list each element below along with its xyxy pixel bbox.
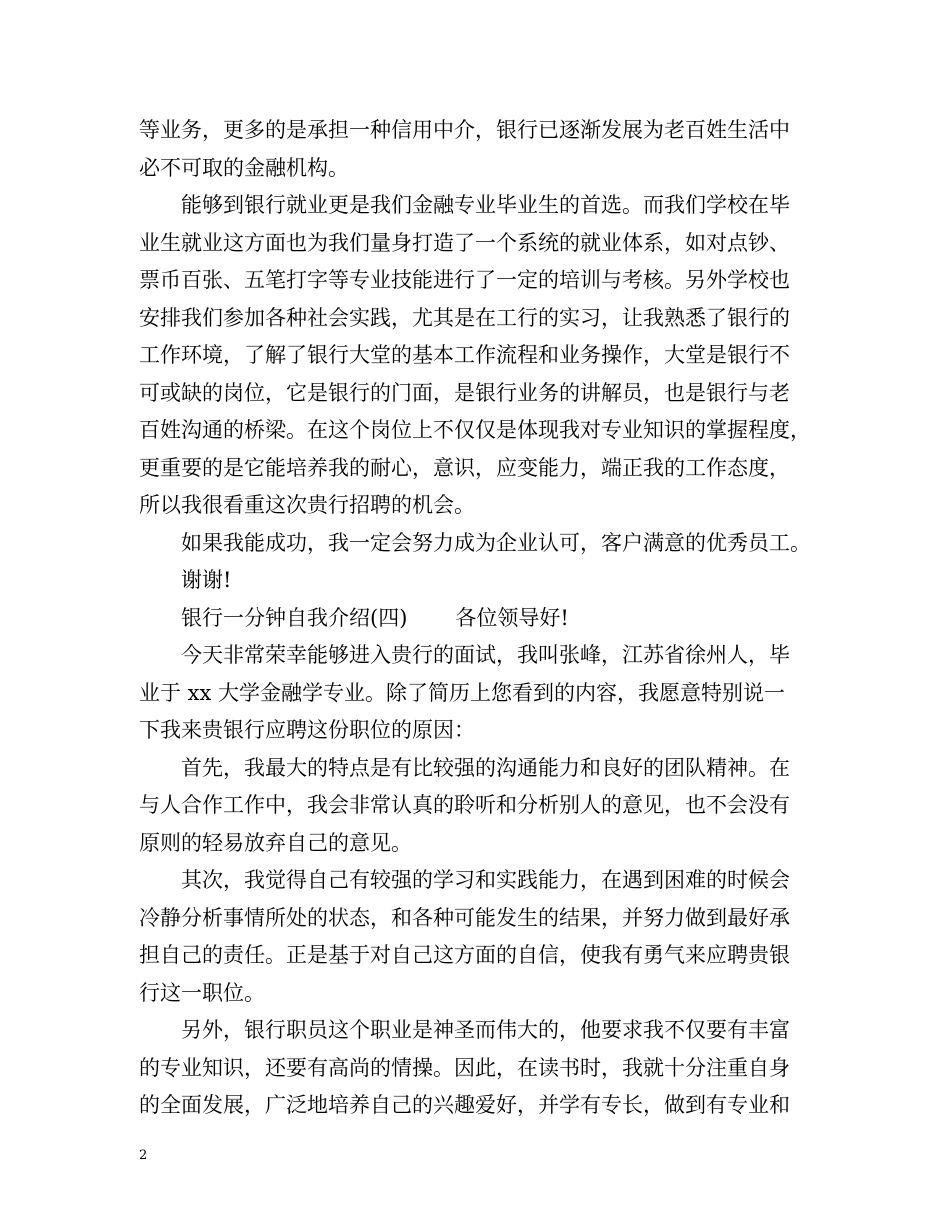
text-line: 工作环境，了解了银行大堂的基本工作流程和业务操作，大堂是银行不 [139,343,790,367]
text-line: 担自己的责任。正是基于对自己这方面的自信，使我有勇气来应聘贵银 [139,943,790,967]
text-line: 可或缺的岗位，它是银行的门面，是银行业务的讲解员，也是银行与老 [139,380,790,405]
text-line: 下我来贵银行应聘这份职位的原因： [139,718,475,742]
text-line: 业于 xx 大学金融学专业。除了简历上您看到的内容，我愿意特别说一 [139,680,786,705]
text-line: 等业务，更多的是承担一种信用中介，银行已逐渐发展为老百姓生活中 [139,118,790,142]
text-line: 安排我们参加各种社会实践，尤其是在工行的实习，让我熟悉了银行的 [139,305,790,330]
text-line: 与人合作工作中，我会非常认真的聆听和分析别人的意见，也不会没有 [139,793,790,817]
text-line: 其次，我觉得自己有较强的学习和实践能力，在遇到困难的时候会 [181,868,790,892]
text-line: 票币百张、五笔打字等专业技能进行了一定的培训与考核。另外学校也 [139,268,790,292]
text-line: 行这一职位。 [139,980,265,1005]
text-line: 更重要的是它能培养我的耐心，意识，应变能力，端正我的工作态度， [139,455,790,480]
text-line: 所以我很看重这次贵行招聘的机会。 [139,493,475,517]
text-line: 百姓沟通的桥梁。在这个岗位上不仅仅是体现我对专业知识的掌握程度， [139,418,811,442]
text-line: 的专业知识，还要有高尚的情操。因此，在读书时，我就十分注重自身 [139,1055,790,1080]
body-text [139,112,839,1125]
text-line: 必不可取的金融机构。 [139,155,349,180]
text-line: 的全面发展，广泛地培养自己的兴趣爱好，并学有专长，做到有专业和 [139,1093,790,1117]
text-line: 原则的轻易放弃自己的意见。 [139,830,412,855]
section-heading-line [139,600,839,638]
text-line: 冷静分析事情所处的状态，和各种可能发生的结果，并努力做到最好承 [139,905,790,930]
text-line: 如果我能成功，我一定会努力成为企业认可，客户满意的优秀员工。 [181,530,811,555]
text-line: 业生就业这方面也为我们量身打造了一个系统的就业体系，如对点钞、 [139,230,790,255]
greeting: 各位领导好! [455,605,569,630]
section-title: 银行一分钟自我介绍(四) [181,605,408,630]
text-line: 谢谢! [181,568,232,592]
text-line: 首先，我最大的特点是有比较强的沟通能力和良好的团队精神。在 [181,755,790,780]
text-line: 今天非常荣幸能够进入贵行的面试，我叫张峰，江苏省徐州人，毕 [181,643,790,667]
page-number: 2 [139,1148,148,1163]
text-line: 另外，银行职员这个职业是神圣而伟大的，他要求我不仅要有丰富 [181,1018,790,1042]
text-line: 能够到银行就业更是我们金融专业毕业生的首选。而我们学校在毕 [181,193,790,217]
